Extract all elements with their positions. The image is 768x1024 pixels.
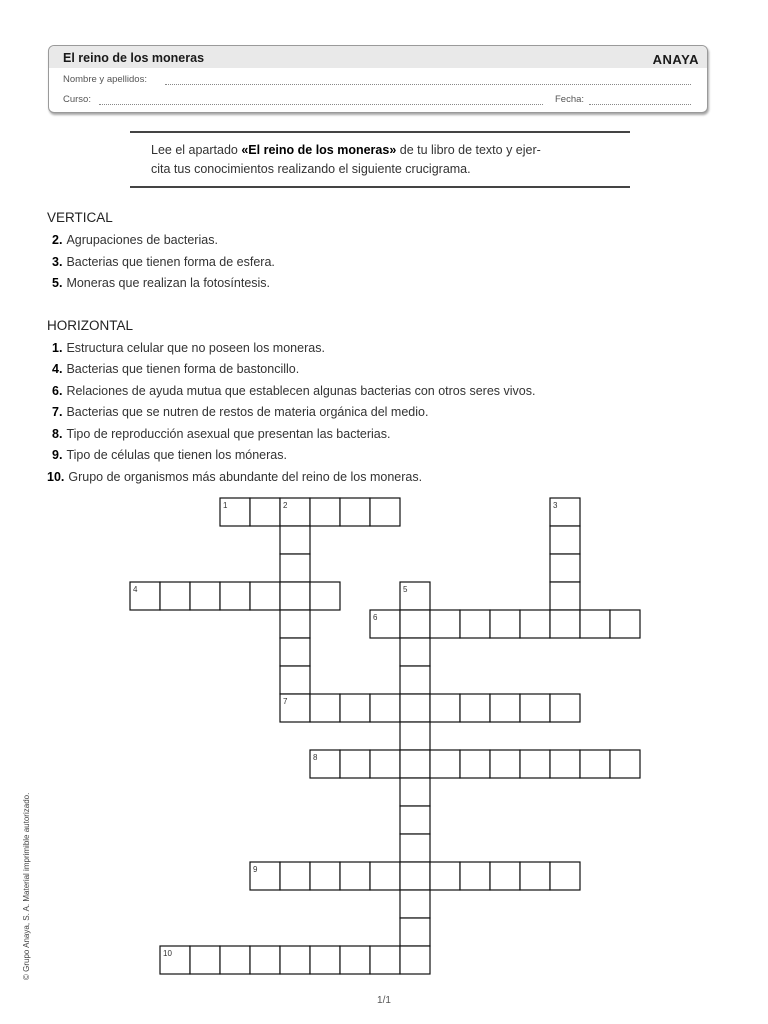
- clue-horizontal-8: 8. Tipo de reproducción asexual que presentan las bacterias.: [52, 427, 391, 441]
- intro-pre: Lee el apartado: [151, 143, 242, 157]
- crossword-cell[interactable]: [310, 946, 340, 974]
- crossword-number: 3: [553, 501, 558, 510]
- anaya-logo: ANAYA: [652, 52, 699, 67]
- crossword-cell[interactable]: [160, 582, 190, 610]
- crossword-cell[interactable]: [250, 946, 280, 974]
- crossword-cell[interactable]: [340, 498, 370, 526]
- crossword-cell[interactable]: [400, 890, 430, 918]
- crossword-cell[interactable]: [400, 638, 430, 666]
- clue-horizontal-7: 7. Bacterias que se nutren de restos de materia orgánica del medio.: [52, 405, 429, 419]
- vertical-title: VERTICAL: [47, 210, 113, 225]
- crossword-cell[interactable]: [370, 862, 400, 890]
- crossword-cell[interactable]: [490, 750, 520, 778]
- crossword-cell[interactable]: [400, 834, 430, 862]
- crossword-cell[interactable]: [610, 610, 640, 638]
- crossword-cell[interactable]: [430, 694, 460, 722]
- worksheet-title: El reino de los moneras: [63, 51, 205, 65]
- crossword-cell[interactable]: [550, 862, 580, 890]
- page-number: 1/1: [377, 995, 391, 1006]
- crossword-cell[interactable]: [310, 498, 340, 526]
- crossword-cell[interactable]: [520, 750, 550, 778]
- crossword-cell[interactable]: [280, 666, 310, 694]
- crossword-cell[interactable]: [280, 946, 310, 974]
- crossword-cell[interactable]: [520, 862, 550, 890]
- crossword-cell[interactable]: [400, 862, 430, 890]
- crossword-cell[interactable]: [190, 582, 220, 610]
- crossword-cell[interactable]: [550, 694, 580, 722]
- crossword-cell[interactable]: [280, 638, 310, 666]
- crossword-number: 8: [313, 753, 318, 762]
- crossword-cell[interactable]: [250, 582, 280, 610]
- crossword-cell[interactable]: [460, 750, 490, 778]
- crossword-number: 10: [163, 949, 172, 958]
- crossword-cell[interactable]: [280, 554, 310, 582]
- crossword-cell[interactable]: [220, 582, 250, 610]
- crossword-number: 5: [403, 585, 408, 594]
- crossword-cell[interactable]: [280, 526, 310, 554]
- crossword-cell[interactable]: [190, 946, 220, 974]
- crossword-number: 9: [253, 865, 258, 874]
- course-label: Curso:: [63, 94, 91, 105]
- crossword-cell[interactable]: [520, 610, 550, 638]
- crossword-cell[interactable]: [460, 862, 490, 890]
- crossword-cell[interactable]: [400, 750, 430, 778]
- clue-horizontal-1: 1. Estructura celular que no poseen los moneras.: [52, 341, 325, 355]
- crossword-cell[interactable]: [370, 946, 400, 974]
- crossword-cell[interactable]: [490, 694, 520, 722]
- clue-vertical-5: 5. Moneras que realizan la fotosíntesis.: [52, 276, 271, 290]
- crossword-cell[interactable]: [400, 694, 430, 722]
- intro-line2: cita tus conocimientos realizando el siguiente crucigrama.: [151, 162, 471, 176]
- clue-vertical-2: 2. Agrupaciones de bacterias.: [52, 233, 218, 247]
- crossword-cell[interactable]: [580, 610, 610, 638]
- clue-vertical-3: 3. Bacterias que tienen forma de esfera.: [52, 255, 275, 269]
- crossword-cell[interactable]: [430, 862, 460, 890]
- crossword-cell[interactable]: [370, 750, 400, 778]
- crossword-number: 1: [223, 501, 228, 510]
- crossword-cell[interactable]: [400, 778, 430, 806]
- intro-post: de tu libro de texto y ejer-: [396, 143, 541, 157]
- crossword-cell[interactable]: [550, 582, 580, 610]
- crossword-cell[interactable]: [340, 750, 370, 778]
- crossword-cell[interactable]: [340, 946, 370, 974]
- crossword-cell[interactable]: [520, 694, 550, 722]
- horizontal-title: HORIZONTAL: [47, 318, 134, 333]
- crossword-cell[interactable]: [550, 554, 580, 582]
- crossword-cell[interactable]: [370, 498, 400, 526]
- crossword-cell[interactable]: [280, 862, 310, 890]
- crossword-cell[interactable]: [250, 498, 280, 526]
- clue-horizontal-10: 10. Grupo de organismos más abundante del reino de los moneras.: [47, 470, 423, 484]
- crossword-cell[interactable]: [550, 526, 580, 554]
- crossword-cell[interactable]: [400, 722, 430, 750]
- crossword-cell[interactable]: [400, 806, 430, 834]
- intro-bold: «El reino de los moneras»: [241, 143, 397, 157]
- crossword-cell[interactable]: [220, 946, 250, 974]
- clue-horizontal-9: 9. Tipo de células que tienen los móneras.: [52, 448, 287, 462]
- crossword-cell[interactable]: [400, 918, 430, 946]
- crossword-number: 7: [283, 697, 288, 706]
- crossword-number: 4: [133, 585, 138, 594]
- date-label: Fecha:: [555, 94, 585, 105]
- crossword-number: 2: [283, 501, 288, 510]
- crossword-cell[interactable]: [310, 582, 340, 610]
- crossword-cell[interactable]: [490, 610, 520, 638]
- crossword-cell[interactable]: [280, 582, 310, 610]
- crossword-cell[interactable]: [370, 694, 400, 722]
- crossword-cell[interactable]: [430, 610, 460, 638]
- crossword-cell[interactable]: [610, 750, 640, 778]
- crossword-cell[interactable]: [490, 862, 520, 890]
- crossword-cell[interactable]: [550, 750, 580, 778]
- crossword-cell[interactable]: [460, 694, 490, 722]
- crossword-cell[interactable]: [430, 750, 460, 778]
- crossword-cell[interactable]: [340, 862, 370, 890]
- crossword-number: 6: [373, 613, 378, 622]
- copyright-note: © Grupo Anaya, S. A. Material imprimible autorizado.: [22, 792, 31, 980]
- crossword-cell[interactable]: [280, 610, 310, 638]
- crossword-cell[interactable]: [340, 694, 370, 722]
- crossword-cell[interactable]: [400, 666, 430, 694]
- clue-horizontal-4: 4. Bacterias que tienen forma de bastoncillo.: [52, 362, 300, 376]
- crossword-cell[interactable]: [580, 750, 610, 778]
- crossword-cell[interactable]: [460, 610, 490, 638]
- clue-horizontal-6: 6. Relaciones de ayuda mutua que establecen algunas bacterias con otros seres vivos.: [52, 384, 536, 398]
- crossword-cell[interactable]: [400, 610, 430, 638]
- crossword-cell[interactable]: [310, 694, 340, 722]
- crossword-cell[interactable]: [550, 610, 580, 638]
- crossword-cell[interactable]: [310, 862, 340, 890]
- name-label: Nombre y apellidos:: [63, 74, 147, 85]
- crossword-cell[interactable]: [400, 946, 430, 974]
